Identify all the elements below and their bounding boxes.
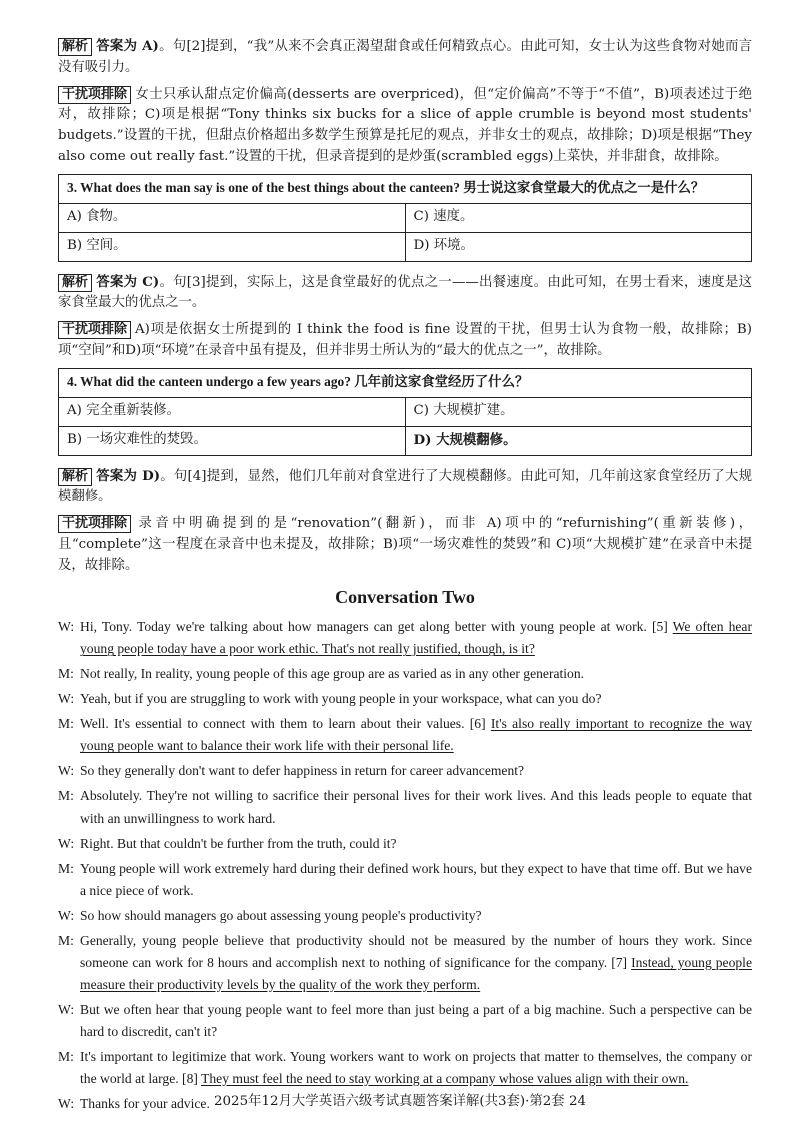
underlined-key-sentence: Instead, young people measure their productivity levels by the quality of the work they perform.: [80, 954, 752, 992]
dialogue-line: [58, 688, 752, 710]
speaker-label: W:: [58, 1001, 75, 1017]
q4-distractor-text: 录音中明确提到的是“renovation”(翻新)，而非 A)项中的“refurnishing”(重新装修)，且“complete”这一程度在录音中也未提及，故排除；B)项“一场灾难性的焚毁”和 C)项“大规模扩建”在录音中未提及，故排除。: [58, 516, 752, 573]
dialogue-line: [58, 663, 752, 685]
q4-explanation: [58, 466, 752, 509]
speaker-label: M:: [58, 1048, 74, 1064]
q3-option-c: C) 速度。: [405, 203, 752, 232]
dialogue-plain-text: Generally, young people believe that productivity should not be measured by the number of hours they work. Since someone can work for 8 hours and accomplish next to nothing of significance for the company. [7]: [80, 932, 752, 970]
dialogue-text: [80, 833, 752, 855]
dialogue-text: [80, 858, 752, 902]
ganrao-tag: 干扰项排除: [58, 515, 131, 533]
q3-table: [58, 174, 752, 262]
q2-distractor: [58, 85, 752, 168]
speaker-label: W:: [58, 763, 75, 779]
dialogue-text: [80, 930, 752, 996]
conversation-transcript: [58, 616, 752, 1114]
speaker-label: W:: [58, 691, 75, 707]
q3-option-d: D) 环境。: [405, 232, 752, 261]
dialogue-text: [80, 999, 752, 1043]
dialogue-line: [58, 785, 752, 829]
speaker-label: M:: [58, 716, 74, 732]
underlined-key-sentence: It's also really important to recognize the way young people want to balance their work life with their personal life.: [80, 716, 753, 754]
q4-option-a: A) 完全重新装修。: [59, 397, 406, 426]
speaker-label: M:: [58, 932, 74, 948]
q4-option-c: C) 大规模扩建。: [405, 397, 752, 426]
dialogue-line: [58, 999, 752, 1043]
dialogue-line: [58, 833, 752, 855]
q3-explanation-text: 。句[3]提到，实际上，这是食堂最好的优点之一——出餐速度。由此可知，在男士看来，速度是这家食堂最大的优点之一。: [58, 274, 752, 311]
q4-option-d: D) 大规模翻修。: [405, 426, 752, 455]
speaker-label: W:: [58, 1095, 75, 1111]
dialogue-plain-text: Well. It's essential to connect with them to learn about their values. [6]: [80, 716, 491, 732]
dialogue-plain-text: So how should managers go about assessing young people's productivity?: [80, 907, 482, 923]
dialogue-plain-text: Young people will work extremely hard during their defined work hours, but they expect to have that time off. But we have a nice piece of work.: [80, 860, 752, 898]
q3-answer: 答案为 C): [96, 273, 160, 290]
dialogue-line: [58, 760, 752, 782]
q4-explanation-text: 。句[4]提到，显然，他们几年前对食堂进行了大规模翻修。由此可知，几年前这家食堂经历了大规模翻修。: [58, 468, 752, 505]
q4-answer: 答案为 D): [96, 467, 161, 484]
speaker-label: M:: [58, 788, 74, 804]
q4-option-b: B) 一场灾难性的焚毁。: [59, 426, 406, 455]
dialogue-text: [80, 785, 752, 829]
dialogue-plain-text: Right. But that couldn't be further from the truth, could it?: [80, 835, 397, 851]
conversation-title: Conversation Two: [335, 587, 475, 608]
speaker-label: M:: [58, 860, 74, 876]
q2-explanation-text: 。句[2]提到，“我”从来不会真正渴望甜食或任何精致点心。由此可知，女士认为这些食物对她而言没有吸引力。: [58, 39, 753, 75]
ganrao-tag: 干扰项排除: [58, 86, 131, 104]
q3-distractor-text: A)项是依据女士所提到的 I think the food is fine 设置的干扰，但男士认为食物一般，故排除；B)项“空间”和D)项“环境”在录音中虽有提及，但并非男士所认为的“最大的优点之一”，故排除。: [58, 322, 752, 358]
q3-option-a: A) 食物。: [59, 203, 406, 232]
jiexi-tag: 解析: [58, 274, 92, 292]
q3-explanation: [58, 272, 752, 315]
dialogue-plain-text: Yeah, but if you are struggling to work with young people in your workspace, what can you do?: [80, 691, 602, 707]
dialogue-line: [58, 858, 752, 902]
dialogue-text: [80, 905, 752, 927]
q3-option-b: B) 空间。: [59, 232, 406, 261]
dialogue-line: [58, 616, 752, 660]
dialogue-plain-text: Hi, Tony. Today we're talking about how managers can get along better with young people at work. [5]: [80, 619, 673, 635]
underlined-key-sentence: They must feel the need to stay working at a company whose values align with their own.: [201, 1070, 689, 1086]
dialogue-line: [58, 905, 752, 927]
dialogue-plain-text: Absolutely. They're not willing to sacrifice their personal lives for their work lives. And this leads people to equate that with an unwillingness to work hard.: [80, 788, 752, 826]
dialogue-text: [80, 1046, 752, 1090]
dialogue-text: [80, 663, 752, 685]
dialogue-text: [80, 713, 752, 757]
page-footer: 2025年12月大学英语六级考试真题答案详解(共3套)·第2套 24: [214, 1094, 586, 1109]
speaker-label: M:: [58, 666, 74, 682]
dialogue-text: [80, 616, 752, 660]
q4-table: [58, 368, 752, 456]
dialogue-line: [58, 1046, 752, 1090]
dialogue-text: [80, 688, 752, 710]
underlined-key-sentence: We often hear young people today have a poor work ethic. That's not really justified, though, is it?: [80, 619, 752, 657]
q4-distractor: [58, 514, 752, 576]
ganrao-tag: 干扰项排除: [58, 321, 131, 339]
speaker-label: W:: [58, 907, 75, 923]
jiexi-tag: 解析: [58, 38, 92, 56]
dialogue-plain-text: Not really, In reality, young people of this age group are as varied as in any other generation.: [80, 666, 585, 682]
q3-question: 3. What does the man say is one of the best things about the canteen? 男士说这家食堂最大的优点之一是什么？: [59, 174, 752, 203]
q3-distractor: [58, 320, 752, 362]
dialogue-plain-text: Thanks for your advice.: [80, 1095, 210, 1111]
jiexi-tag: 解析: [58, 468, 92, 486]
q4-question: 4. What did the canteen undergo a few years ago? 几年前这家食堂经历了什么？: [59, 368, 752, 397]
dialogue-plain-text: So they generally don't want to defer happiness in return for career advancement?: [80, 763, 525, 779]
dialogue-plain-text: It's important to legitimize that work. Young workers want to work on projects that matter to themselves, the company or the world at large. [8]: [80, 1048, 752, 1086]
dialogue-line: [58, 713, 752, 757]
speaker-label: W:: [58, 619, 75, 635]
dialogue-text: [80, 760, 752, 782]
speaker-label: W:: [58, 835, 75, 851]
dialogue-line: [58, 930, 752, 996]
q2-distractor-text: 女士只承认甜点定价偏高(desserts are overpriced)，但“定价偏高”不等于“不值”，B)项表述过于绝对，故排除；C)项是根据“Tony thinks six bucks for a slice of apple crumble is beyond most students' budgets.”设置的干扰，但甜点价格超出多数学生预算是托尼的观点，并非女士的观点，故排除；D)项是根据“They also come out really fast.”设置的干扰，但录音提到的是炒蛋(scrambled eggs)上菜快，并非甜食，故排除。: [58, 86, 752, 164]
dialogue-plain-text: But we often hear that young people want to feel more than just being a part of a big machine. Such a perspective can be hard to discredit, can't it?: [80, 1001, 752, 1039]
q2-answer: 答案为 A): [96, 38, 159, 54]
q2-explanation: [58, 36, 752, 79]
